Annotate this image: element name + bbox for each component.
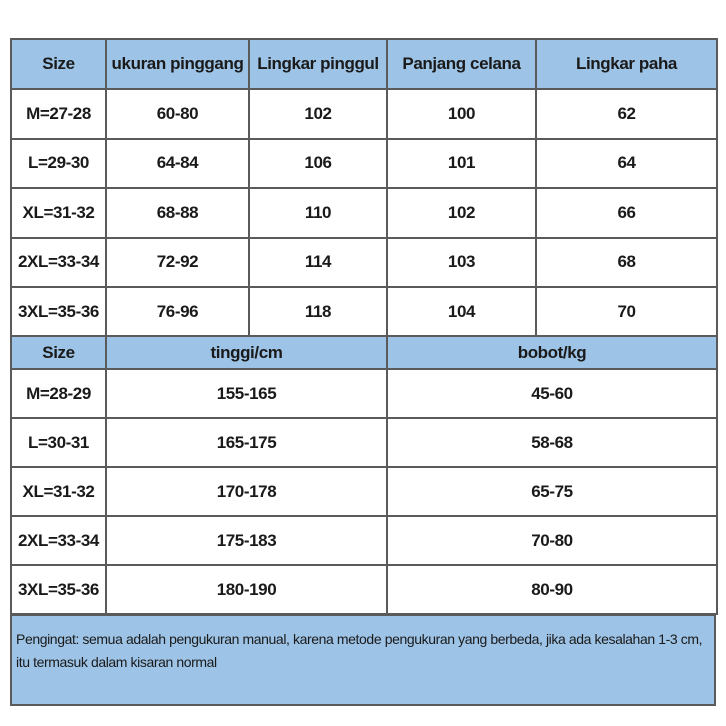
cell: 118: [249, 287, 387, 337]
cell: 3XL=35-36: [11, 287, 106, 337]
cell: 3XL=35-36: [11, 565, 106, 614]
cell: 64-84: [106, 139, 249, 189]
table-header-row: [11, 39, 717, 89]
cell: 58-68: [387, 418, 717, 467]
cell: 60-80: [106, 89, 249, 139]
cell: 102: [387, 188, 536, 238]
cell: XL=31-32: [11, 467, 106, 516]
header-size: Size: [11, 336, 106, 369]
header-length: Panjang celana: [387, 39, 536, 89]
header-hip: Lingkar pinggul: [249, 39, 387, 89]
cell: 70-80: [387, 516, 717, 565]
cell: 106: [249, 139, 387, 189]
cell: 70: [536, 287, 717, 337]
cell: 101: [387, 139, 536, 189]
table-row: [11, 287, 717, 337]
cell: 62: [536, 89, 717, 139]
cell: 103: [387, 238, 536, 288]
cell: 155-165: [106, 369, 387, 418]
cell: XL=31-32: [11, 188, 106, 238]
cell: 45-60: [387, 369, 717, 418]
table-row: [11, 89, 717, 139]
header-size: Size: [11, 39, 106, 89]
cell: 102: [249, 89, 387, 139]
cell: 66: [536, 188, 717, 238]
size-chart-table: [10, 38, 718, 338]
cell: 170-178: [106, 467, 387, 516]
header-waist: ukuran pinggang: [106, 39, 249, 89]
cell: M=28-29: [11, 369, 106, 418]
table-header-row: [11, 336, 717, 369]
cell: 68: [536, 238, 717, 288]
cell: 114: [249, 238, 387, 288]
table-row: [11, 418, 717, 467]
cell: 165-175: [106, 418, 387, 467]
header-thigh: Lingkar paha: [536, 39, 717, 89]
cell: 65-75: [387, 467, 717, 516]
table-row: [11, 238, 717, 288]
cell: 180-190: [106, 565, 387, 614]
cell: 80-90: [387, 565, 717, 614]
cell: L=29-30: [11, 139, 106, 189]
cell: 2XL=33-34: [11, 516, 106, 565]
cell: 2XL=33-34: [11, 238, 106, 288]
cell: 100: [387, 89, 536, 139]
cell: L=30-31: [11, 418, 106, 467]
cell: 76-96: [106, 287, 249, 337]
table-row: [11, 565, 717, 614]
measurement-note: Pengingat: semua adalah pengukuran manual, karena metode pengukuran yang berbeda, jika ada kesalahan 1-3 cm, itu termasuk dalam kisaran normal: [10, 614, 716, 706]
cell: 72-92: [106, 238, 249, 288]
table-row: [11, 369, 717, 418]
table-row: [11, 188, 717, 238]
header-weight: bobot/kg: [387, 336, 717, 369]
cell: 104: [387, 287, 536, 337]
cell: 175-183: [106, 516, 387, 565]
table-row: [11, 516, 717, 565]
table-row: [11, 139, 717, 189]
header-height: tinggi/cm: [106, 336, 387, 369]
cell: 64: [536, 139, 717, 189]
cell: 110: [249, 188, 387, 238]
cell: M=27-28: [11, 89, 106, 139]
cell: 68-88: [106, 188, 249, 238]
height-weight-table: [10, 335, 718, 615]
table-row: [11, 467, 717, 516]
